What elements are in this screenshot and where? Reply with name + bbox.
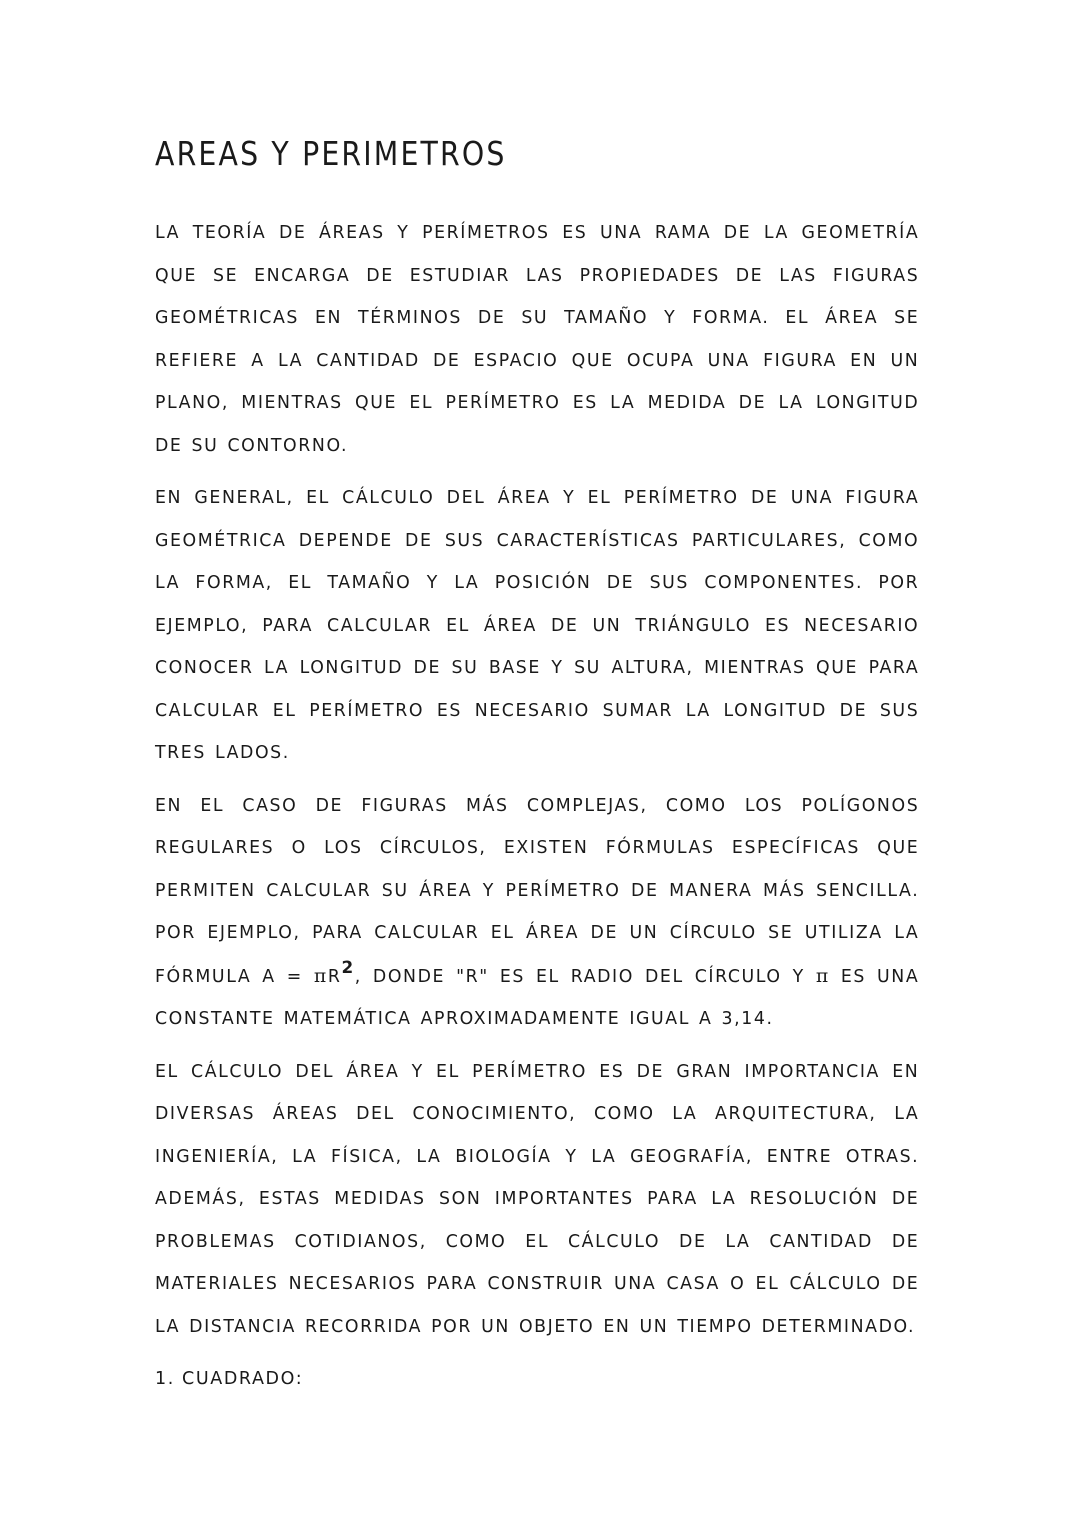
paragraph-formula bbox=[155, 785, 919, 1041]
paragraph-general: EN GENERAL, EL CÁLCULO DEL ÁREA Y EL PERÍMETRO DE UNA FIGURA GEOMÉTRICA DEPENDE DE SUS CARACTERÍSTICAS PARTICULARES, COMO LA FORMA, EL TAMAÑO Y LA POSICIÓN DE SUS COMPONENTES. POR EJEMPLO, PARA CALCULAR EL ÁREA DE UN TRIÁNGULO ES NECESARIO CONOCER LA LONGITUD DE SU BASE Y SU ALTURA, MIENTRAS QUE PARA CALCULAR EL PERÍMETRO ES NECESARIO SUMAR LA LONGITUD DE SUS TRES LADOS. bbox=[155, 488, 920, 763]
formula-text-part2: , DONDE "R" ES EL RADIO DEL CÍRCULO Y bbox=[354, 966, 816, 987]
paragraph-importance: EL CÁLCULO DEL ÁREA Y EL PERÍMETRO ES DE GRAN IMPORTANCIA EN DIVERSAS ÁREAS DEL CONOCIMIENTO, COMO LA ARQUITECTURA, LA INGENIERÍA, LA FÍSICA, LA BIOLOGÍA Y LA GEOGRAFÍA, ENTRE OTRAS. ADEMÁS, ESTAS MEDIDAS SON IMPORTANTES PARA LA RESOLUCIÓN DE PROBLEMAS COTIDIANOS, COMO EL CÁLCULO DE LA CANTIDAD DE MATERIALES NECESARIOS PARA CONSTRUIR UNA CASA O EL CÁLCULO DE LA DISTANCIA RECORRIDA POR UN OBJETO EN UN TIEMPO DETERMINADO. bbox=[155, 1061, 920, 1337]
formula-text-part3: ES UNA CONSTANTE MATEMÁTICA APROXIMADAMENTE IGUAL A 3,14. bbox=[155, 966, 920, 1029]
pi-symbol: π bbox=[313, 964, 328, 987]
pi-symbol-2: π bbox=[815, 964, 830, 987]
radius-symbol: R bbox=[327, 966, 342, 987]
formula-text-part1: EN EL CASO DE FIGURAS MÁS COMPLEJAS, COMO LOS POLÍGONOS REGULARES O LOS CÍRCULOS, EXISTEN FÓRMULAS ESPECÍFICAS QUE PERMITEN CALCULAR SU ÁREA Y PERÍMETRO DE MANERA MÁS SENCILLA. POR EJEMPLO, PARA CALCULAR EL ÁREA DE UN CÍRCULO SE UTILIZA LA FÓRMULA A = bbox=[155, 795, 920, 987]
formula-exponent: 2 bbox=[341, 957, 355, 978]
document-page bbox=[155, 132, 927, 1400]
paragraph-intro: LA TEORÍA DE ÁREAS Y PERÍMETROS ES UNA RAMA DE LA GEOMETRÍA QUE SE ENCARGA DE ESTUDIAR LAS PROPIEDADES DE LAS FIGURAS GEOMÉTRICAS EN TÉRMINOS DE SU TAMAÑO Y FORMA. EL ÁREA SE REFIERE A LA CANTIDAD DE ESPACIO QUE OCUPA UNA FIGURA EN UN PLANO, MIENTRAS QUE EL PERÍMETRO ES LA MEDIDA DE LA LONGITUD DE SU CONTORNO. bbox=[155, 223, 920, 456]
page-title: AREAS Y PERIMETROS bbox=[155, 134, 507, 173]
list-item-cuadrado: 1. CUADRADO: bbox=[155, 1369, 304, 1389]
